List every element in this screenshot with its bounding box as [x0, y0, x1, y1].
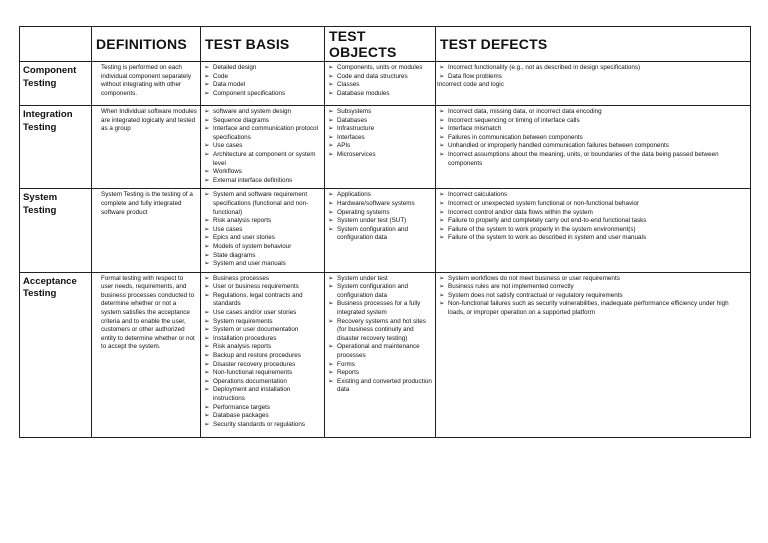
arrow-bullet-icon: ➢ [439, 150, 445, 158]
list-item [328, 209, 432, 218]
test-objects-cell [325, 62, 436, 106]
test-defects-cell [436, 62, 751, 106]
list-item-text: Subsystems [337, 108, 372, 115]
arrow-bullet-icon: ➢ [439, 217, 445, 225]
arrow-bullet-icon: ➢ [204, 386, 210, 394]
list-item [328, 191, 432, 200]
test-level-label: System [23, 192, 58, 204]
list-item-text: System configuration and configuration data [337, 283, 409, 299]
arrow-bullet-icon: ➢ [439, 125, 445, 133]
list-item-text: Incorrect functionality (e.g., not as described in design specifications) [448, 64, 641, 71]
list-item [439, 226, 747, 235]
arrow-bullet-icon: ➢ [204, 291, 210, 299]
list-item-text: Operating systems [337, 208, 390, 216]
table-row [20, 106, 751, 189]
arrow-bullet-icon: ➢ [439, 72, 445, 80]
test-basis-cell [201, 62, 325, 106]
arrow-bullet-icon: ➢ [204, 108, 210, 115]
list-item-text: Recovery systems and hot sites (for business continuity and disaster recovery testing) [337, 317, 426, 342]
list-item-text: Failures in communication between components [448, 133, 583, 141]
test-objects-cell [325, 272, 436, 437]
arrow-bullet-icon: ➢ [204, 251, 210, 259]
list-item [439, 191, 747, 200]
list-item [328, 81, 432, 90]
test-level-name [20, 189, 92, 272]
arrow-bullet-icon: ➢ [204, 89, 210, 97]
list-item-text: Existing and converted production data [337, 377, 432, 394]
list-item-text: APIs [337, 142, 351, 150]
list-item-text: Operations documentation [213, 377, 287, 385]
test-level-label: Integration [23, 109, 73, 120]
arrow-bullet-icon: ➢ [439, 234, 445, 242]
test-objects-list [328, 191, 432, 243]
header-stage [20, 27, 92, 62]
list-item [328, 108, 432, 117]
list-item [439, 117, 747, 126]
list-item [328, 283, 432, 300]
list-item-text: External interface definitions [213, 176, 293, 184]
list-item-text: Incorrect assumptions about the meaning, units, or boundaries of the data being passed between components [448, 150, 719, 167]
arrow-bullet-icon: ➢ [439, 116, 445, 124]
arrow-bullet-icon: ➢ [328, 274, 334, 282]
list-item [439, 234, 747, 243]
arrow-bullet-icon: ➢ [439, 283, 445, 291]
test-defects-list [439, 108, 747, 168]
list-item-text: System and software requirement specifications (functional and non-functional) [213, 191, 309, 216]
list-item-text: Business rules are not implemented correctly [448, 283, 574, 291]
list-item [204, 243, 321, 252]
list-item [204, 352, 321, 361]
list-item-text: Workflows [213, 168, 242, 176]
list-item [204, 226, 321, 235]
arrow-bullet-icon: ➢ [204, 369, 210, 377]
list-item [439, 134, 747, 143]
definition-text: Testing is performed on each individual component separately without integrating with other components. [101, 64, 191, 97]
arrow-bullet-icon: ➢ [204, 326, 210, 334]
list-item-text: System under test (SUT) [337, 217, 407, 225]
list-item-text: System and user manuals [213, 260, 286, 268]
list-item-text: Operational and maintenance processes [337, 343, 420, 360]
test-level-name [20, 106, 92, 189]
list-item-text: Non-functional failures such as security vulnerabilities, inadequate performance efficiency under high loads, or improper operation on a supported platform [448, 300, 729, 317]
arrow-bullet-icon: ➢ [328, 89, 334, 97]
definition-cell [92, 106, 201, 189]
arrow-bullet-icon: ➢ [439, 191, 445, 199]
list-item-text: Interfaces [337, 133, 365, 141]
list-item [204, 217, 321, 226]
arrow-bullet-icon: ➢ [204, 412, 210, 420]
list-item [439, 283, 747, 292]
list-item [204, 386, 321, 403]
list-item [204, 318, 321, 327]
arrow-bullet-icon: ➢ [204, 225, 210, 233]
arrow-bullet-icon: ➢ [204, 317, 210, 325]
list-item [204, 117, 321, 126]
list-item-text: Use cases [213, 142, 243, 150]
list-item-text: Interface mismatch [448, 125, 502, 133]
list-item [439, 151, 747, 168]
definition-text: Formal testing with respect to user needs, requirements, and business processes conducted to determine whether or not a system satisfies the acceptance criteria and to enable the user, customers or other authorized entity to determine whether or not to accept the system. [101, 274, 195, 351]
test-level-label: Testing [23, 121, 57, 133]
test-defects-list [439, 64, 747, 81]
list-item [204, 412, 321, 421]
list-item-text: Backup and restore procedures [213, 352, 301, 360]
test-objects-cell [325, 106, 436, 189]
arrow-bullet-icon: ➢ [204, 72, 210, 80]
test-level-name [20, 62, 92, 106]
list-item-text: Risk analysis reports [213, 217, 272, 225]
list-item-text: System requirements [213, 317, 273, 325]
arrow-bullet-icon: ➢ [328, 116, 334, 124]
arrow-bullet-icon: ➢ [439, 274, 445, 282]
list-item [204, 369, 321, 378]
list-item [439, 125, 747, 134]
list-item-text: Use cases and/or user stories [213, 309, 297, 317]
list-item [204, 151, 321, 168]
list-item [204, 108, 321, 117]
arrow-bullet-icon: ➢ [328, 208, 334, 216]
test-level-name [20, 272, 92, 437]
arrow-bullet-icon: ➢ [328, 72, 334, 80]
list-item-text: Code [213, 72, 229, 80]
test-defects-cell [436, 189, 751, 272]
list-item [328, 217, 432, 226]
list-item [204, 234, 321, 243]
list-item [204, 191, 321, 217]
list-item [204, 260, 321, 269]
test-basis-list [204, 275, 321, 430]
list-item-text: System or user documentation [213, 326, 299, 334]
test-basis-list [204, 191, 321, 268]
arrow-bullet-icon: ➢ [204, 260, 210, 268]
list-item-text: Non-functional requirements [213, 369, 293, 377]
test-defects-cell [436, 106, 751, 189]
list-item-text: Failure of the system to work properly in the system environment(s) [448, 225, 636, 233]
arrow-bullet-icon: ➢ [439, 300, 445, 308]
list-item [204, 283, 321, 292]
test-objects-list [328, 108, 432, 160]
table-row [20, 62, 751, 106]
arrow-bullet-icon: ➢ [204, 242, 210, 250]
list-item-text: Architecture at component or system level [213, 150, 316, 167]
arrow-bullet-icon: ➢ [204, 64, 210, 71]
arrow-bullet-icon: ➢ [328, 300, 334, 308]
arrow-bullet-icon: ➢ [204, 125, 210, 133]
list-item-text: Hardware/software systems [337, 199, 415, 207]
list-item-text: Reports [337, 369, 360, 377]
list-item [204, 292, 321, 309]
list-item [328, 361, 432, 370]
list-item-text: Deployment and installation instructions [213, 386, 291, 402]
list-item [328, 275, 432, 284]
arrow-bullet-icon: ➢ [204, 403, 210, 411]
arrow-bullet-icon: ➢ [439, 208, 445, 216]
list-item-text: Classes [337, 81, 360, 89]
list-item-text: Epics and user stories [213, 234, 275, 242]
header-test-objects: TEST OBJECTS [325, 27, 436, 62]
list-item-text: Disaster recovery procedures [213, 360, 296, 368]
list-item [204, 90, 321, 99]
list-item [328, 343, 432, 360]
arrow-bullet-icon: ➢ [204, 343, 210, 351]
header-test-defects: TEST DEFECTS [436, 27, 751, 62]
list-item-text: Sequence diagrams [213, 116, 270, 124]
list-item-text: Data flow problems [448, 72, 502, 80]
arrow-bullet-icon: ➢ [439, 133, 445, 141]
list-item-text: Interface and communication protocol specifications [213, 125, 319, 141]
definition-text: When Individual software modules are integrated logically and tested as a group [101, 108, 197, 133]
list-item [328, 369, 432, 378]
list-item [439, 292, 747, 301]
list-item-text: User or business requirements [213, 283, 299, 291]
arrow-bullet-icon: ➢ [204, 176, 210, 184]
list-item-text: Incorrect calculations [448, 191, 508, 199]
list-item [328, 64, 432, 73]
list-item-text: System does not satisfy contractual or regulatory requirements [448, 291, 623, 299]
list-item [439, 275, 747, 284]
unbulleted-defect-text: Incorrect code and logic [437, 81, 504, 89]
test-objects-list [328, 275, 432, 395]
table-row [20, 272, 751, 437]
arrow-bullet-icon: ➢ [439, 142, 445, 150]
list-item [204, 378, 321, 387]
arrow-bullet-icon: ➢ [328, 360, 334, 368]
list-item [204, 361, 321, 370]
list-item [204, 73, 321, 82]
test-defects-list [439, 191, 747, 243]
list-item [204, 168, 321, 177]
test-basis-cell [201, 106, 325, 189]
arrow-bullet-icon: ➢ [328, 369, 334, 377]
list-item [439, 142, 747, 151]
list-item [328, 300, 432, 317]
arrow-bullet-icon: ➢ [204, 217, 210, 225]
list-item [204, 275, 321, 284]
list-item [439, 217, 747, 226]
list-item [439, 300, 747, 317]
list-item-text: Use cases [213, 225, 243, 233]
arrow-bullet-icon: ➢ [328, 317, 334, 325]
test-level-label: Testing [23, 77, 57, 89]
list-item [328, 125, 432, 134]
table-row [20, 189, 751, 272]
list-item [328, 117, 432, 126]
arrow-bullet-icon: ➢ [204, 150, 210, 158]
list-item-text: software and system design [213, 108, 292, 115]
list-item-text: Incorrect data, missing data, or incorrect data encoding [448, 108, 602, 115]
test-basis-list [204, 108, 321, 185]
list-item-text: Code and data structures [337, 72, 408, 80]
list-item-text: Unhandled or improperly handled communication failures between components [448, 142, 669, 150]
list-item [328, 200, 432, 209]
definition-text: System Testing is the testing of a complete and fully integrated software product [101, 191, 193, 216]
list-item-text: Failure of the system to work as described in system and user manuals [448, 234, 647, 242]
arrow-bullet-icon: ➢ [204, 81, 210, 89]
list-item [439, 108, 747, 117]
arrow-bullet-icon: ➢ [328, 225, 334, 233]
testing-levels-table [19, 26, 751, 438]
arrow-bullet-icon: ➢ [204, 360, 210, 368]
list-item-text: Infrastructure [337, 125, 375, 133]
test-level-label: Testing [23, 288, 57, 300]
list-item-text: System under test [337, 274, 388, 282]
list-item-text: Performance targets [213, 403, 271, 411]
list-item [204, 64, 321, 73]
list-item [204, 404, 321, 413]
list-item [328, 378, 432, 395]
list-item [328, 318, 432, 344]
list-item-text: Business processes for a fully integrated system [337, 300, 421, 317]
arrow-bullet-icon: ➢ [328, 150, 334, 158]
list-item-text: Risk analysis reports [213, 343, 272, 351]
list-item-text: Incorrect sequencing or timing of interface calls [448, 116, 580, 124]
arrow-bullet-icon: ➢ [439, 291, 445, 299]
list-item-text: Security standards or regulations [213, 420, 306, 428]
header-definitions: DEFINITIONS [92, 27, 201, 62]
arrow-bullet-icon: ➢ [204, 352, 210, 360]
list-item-text: Components, units or modules [337, 64, 423, 71]
arrow-bullet-icon: ➢ [328, 133, 334, 141]
arrow-bullet-icon: ➢ [204, 274, 210, 282]
arrow-bullet-icon: ➢ [439, 64, 445, 71]
arrow-bullet-icon: ➢ [328, 125, 334, 133]
list-item [328, 142, 432, 151]
arrow-bullet-icon: ➢ [328, 64, 334, 71]
test-level-label: Testing [23, 204, 57, 216]
list-item [204, 81, 321, 90]
header-row [20, 27, 751, 62]
list-item [439, 73, 747, 82]
arrow-bullet-icon: ➢ [328, 142, 334, 150]
list-item-text: Microservices [337, 150, 376, 158]
arrow-bullet-icon: ➢ [328, 343, 334, 351]
list-item [328, 90, 432, 99]
list-item-text: Component specifications [213, 89, 286, 97]
test-objects-cell [325, 189, 436, 272]
list-item [328, 226, 432, 243]
test-defects-cell [436, 272, 751, 437]
arrow-bullet-icon: ➢ [328, 377, 334, 385]
definition-cell [92, 272, 201, 437]
list-item-text: System workflows do not meet business or user requirements [448, 274, 620, 282]
list-item-text: Detailed design [213, 64, 257, 71]
list-item [328, 134, 432, 143]
test-basis-list [204, 64, 321, 98]
test-objects-list [328, 64, 432, 98]
arrow-bullet-icon: ➢ [328, 81, 334, 89]
list-item-text: Database packages [213, 412, 269, 420]
list-item-text: Regulations, legal contracts and standards [213, 291, 303, 308]
arrow-bullet-icon: ➢ [204, 142, 210, 150]
list-item [439, 200, 747, 209]
list-item [204, 343, 321, 352]
list-item [204, 335, 321, 344]
list-item [439, 209, 747, 218]
arrow-bullet-icon: ➢ [204, 116, 210, 124]
list-item [204, 309, 321, 318]
arrow-bullet-icon: ➢ [204, 420, 210, 428]
list-item [204, 421, 321, 430]
arrow-bullet-icon: ➢ [328, 283, 334, 291]
list-item-text: Failure to properly and completely carry out end-to-end functional tasks [448, 217, 647, 225]
arrow-bullet-icon: ➢ [204, 377, 210, 385]
arrow-bullet-icon: ➢ [204, 234, 210, 242]
test-level-label: Component [23, 65, 77, 76]
list-item-text: Incorrect control and/or data flows within the system [448, 208, 593, 216]
list-item-text: Database modules [337, 89, 390, 97]
arrow-bullet-icon: ➢ [204, 309, 210, 317]
definition-cell [92, 62, 201, 106]
test-basis-cell [201, 272, 325, 437]
list-item-text: Business processes [213, 274, 269, 282]
list-item [439, 64, 747, 73]
list-item-text: Forms [337, 360, 355, 368]
arrow-bullet-icon: ➢ [204, 283, 210, 291]
arrow-bullet-icon: ➢ [439, 199, 445, 207]
list-item [204, 142, 321, 151]
test-basis-cell [201, 189, 325, 272]
list-item-text: Models of system behaviour [213, 242, 292, 250]
arrow-bullet-icon: ➢ [328, 108, 334, 115]
arrow-bullet-icon: ➢ [439, 108, 445, 115]
arrow-bullet-icon: ➢ [204, 334, 210, 342]
list-item [204, 125, 321, 142]
list-item-text: Incorrect or unexpected system functional or non-functional behavior [448, 199, 640, 207]
arrow-bullet-icon: ➢ [204, 168, 210, 176]
definition-cell [92, 189, 201, 272]
list-item [204, 252, 321, 261]
arrow-bullet-icon: ➢ [328, 217, 334, 225]
arrow-bullet-icon: ➢ [204, 191, 210, 199]
list-item [328, 151, 432, 160]
list-item [204, 326, 321, 335]
list-item-text: State diagrams [213, 251, 256, 259]
arrow-bullet-icon: ➢ [328, 199, 334, 207]
header-test-basis: TEST BASIS [201, 27, 325, 62]
list-item-text: Data model [213, 81, 246, 89]
test-level-label: Acceptance [23, 275, 77, 287]
arrow-bullet-icon: ➢ [328, 191, 334, 199]
list-item-text: Applications [337, 191, 371, 199]
list-item-text: Installation procedures [213, 334, 277, 342]
arrow-bullet-icon: ➢ [439, 225, 445, 233]
list-item-text: Databases [337, 116, 368, 124]
list-item-text: System configuration and configuration data [337, 225, 409, 242]
test-defects-list [439, 275, 747, 318]
list-item [328, 73, 432, 82]
list-item [204, 177, 321, 186]
